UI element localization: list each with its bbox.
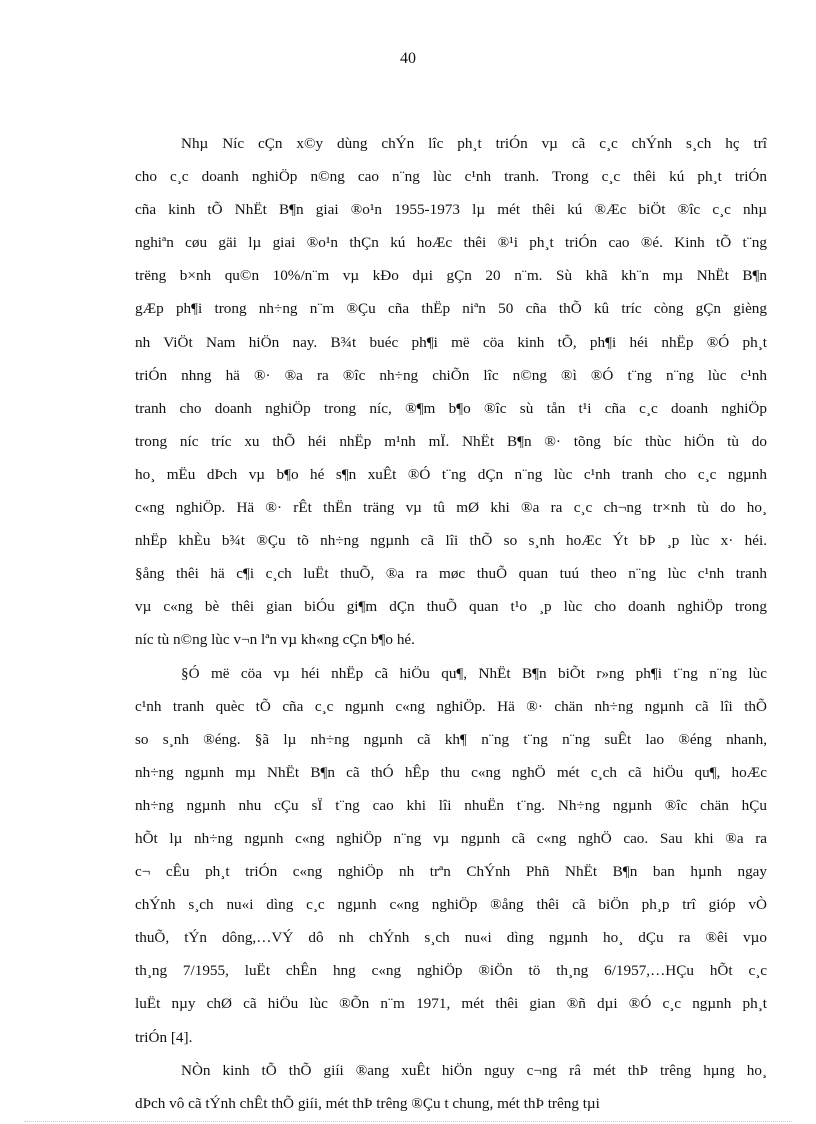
text-line: luËt nµy chØ cã hiÖu lùc ®Õn n¨m 1971, mét thêi gian ®ñ dµi ®Ó c¸c ngµnh ph¸t <box>135 995 767 1013</box>
text-line: c¬ cÊu ph¸t triÓn c«ng nghiÖp nh trªn ChÝnh Phñ NhËt B¶n ban hµnh ngay <box>135 863 767 881</box>
text-line: cña kinh tÕ NhËt B¶n giai ®o¹n 1955-1973 lµ mét thêi kú ®Æc biÖt ®îc c¸c nhµ <box>135 201 767 219</box>
text-line: c¹nh tranh quèc tÕ cña c¸c ngµnh c«ng nghiÖp. Hä ®· chän nh÷ng ngµnh cã lîi thÕ <box>135 697 767 715</box>
text-line: triÓn nhng hä ®· ®a ra ®îc nh÷ng chiÕn lîc n©ng ®ì ®Ó t¨ng n¨ng lùc c¹nh <box>135 366 767 384</box>
text-line: §Ó më cöa vµ héi nhËp cã hiÖu qu¶, NhËt B¶n biÕt r»ng ph¶i t¨ng n¨ng lùc <box>181 664 767 682</box>
text-line: cho c¸c doanh nghiÖp n©ng cao n¨ng lùc c¹nh tranh. Trong c¸c thêi kú ph¸t triÓn <box>135 168 767 186</box>
text-line: hÕt lµ nh÷ng ngµnh c«ng nghiÖp n¨ng vµ ngµnh cã c«ng nghÖ cao. Sau khi ®a ra <box>135 829 767 847</box>
text-line: níc tù n©ng lùc v¬n lªn vµ kh«ng cÇn b¶o hé. <box>135 631 415 649</box>
text-line: nh÷ng ngµnh nhu cÇu sÏ t¨ng cao khi lîi nhuËn t¨ng. Nh÷ng ngµnh ®îc chän hÇu <box>135 796 767 814</box>
page-number: 40 <box>400 50 416 67</box>
text-line: th¸ng 7/1955, luËt chÊn hng c«ng nghiÖp ®iÖn tö th¸ng 6/1957,…HÇu hÕt c¸c <box>135 962 767 980</box>
text-line: tranh cho doanh nghiÖp trong níc, ®¶m b¶o ®îc sù tån t¹i cña c¸c doanh nghiÖp <box>135 399 767 417</box>
text-line: trong níc tríc xu thÕ héi nhËp m¹nh mÏ. NhËt B¶n ®· tõng bíc thùc hiÖn tù do <box>135 432 767 450</box>
text-line: nhËp khÈu b¾t ®Çu tõ nh÷ng ngµnh cã lîi thÕ so s¸nh hoÆc Ýt bÞ ¸p lùc x· héi. <box>135 532 767 550</box>
text-line: chÝnh s¸ch nu«i dìng c¸c ngµnh c«ng nghiÖp ®ång thêi cã biÖn ph¸p trî gióp vÒ <box>135 896 767 914</box>
text-line: c«ng nghiÖp. Hä ®· rÊt thËn träng vµ tû mØ khi ®a ra c¸c ch¬ng tr×nh tù do ho¸ <box>135 499 767 517</box>
page-bottom-divider <box>24 1121 792 1122</box>
text-line: nghiªn cøu gäi lµ giai ®o¹n thÇn kú hoÆc thêi ®¹i ph¸t triÓn cao ®é. Kinh tÕ t¨ng <box>135 234 767 252</box>
text-line: ho¸ mËu dÞch vµ b¶o hé s¶n xuÊt ®Ó t¨ng dÇn n¨ng lùc c¹nh tranh cho c¸c ngµnh <box>135 465 767 483</box>
text-line: triÓn [4]. <box>135 1028 193 1046</box>
text-line: NÒn kinh tÕ thÕ giíi ®ang xuÊt hiÖn nguy c¬ng râ mét thÞ trêng hµng ho¸ <box>181 1061 767 1079</box>
text-line: trëng b×nh qu©n 10%/n¨m vµ kÐo dµi gÇn 20 n¨m. Sù khã kh¨n mµ NhËt B¶n <box>135 267 767 285</box>
text-line: gÆp ph¶i trong nh÷ng n¨m ®Çu cña thËp niªn 50 cña thÕ kû tríc còng gÇn gièng <box>135 300 767 318</box>
body-text <box>135 131 767 1124</box>
paragraph <box>135 661 767 1058</box>
text-line: vµ c«ng bè thêi gian biÓu gi¶m dÇn thuÕ quan t¹o ¸p lùc cho doanh nghiÖp trong <box>135 598 767 616</box>
text-line: thuÕ, tÝn dông,…VÝ dô nh chÝnh s¸ch nu«i dìng ngµnh ho¸ dÇu ra ®êi vµo <box>135 929 767 947</box>
paragraph <box>135 1058 767 1124</box>
text-line: nh÷ng ngµnh mµ NhËt B¶n cã thÓ hÊp thu c«ng nghÖ mét c¸ch cã hiÖu qu¶, hoÆc <box>135 763 767 781</box>
text-line: so s¸nh ®éng. §ã lµ nh÷ng ngµnh cã kh¶ n¨ng t¨ng n¨ng suÊt lao ®éng nhanh, <box>135 730 767 748</box>
text-line: dÞch vô cã tÝnh chÊt thÕ giíi, mét thÞ trêng ®Çu t chung, mét thÞ trêng tµi <box>135 1094 600 1112</box>
text-line: §ång thêi hä c¶i c¸ch luËt thuÕ, ®a ra møc thuÕ quan tuú theo n¨ng lùc c¹nh tranh <box>135 565 767 583</box>
paragraph <box>135 131 767 661</box>
text-line: nh ViÖt Nam hiÖn nay. B¾t buéc ph¶i më cöa kinh tÕ, ph¶i héi nhËp ®Ó ph¸t <box>135 333 767 351</box>
text-line: Nhµ Níc cÇn x©y dùng chÝn lîc ph¸t triÓn vµ cã c¸c chÝnh s¸ch hç trî <box>181 135 767 152</box>
